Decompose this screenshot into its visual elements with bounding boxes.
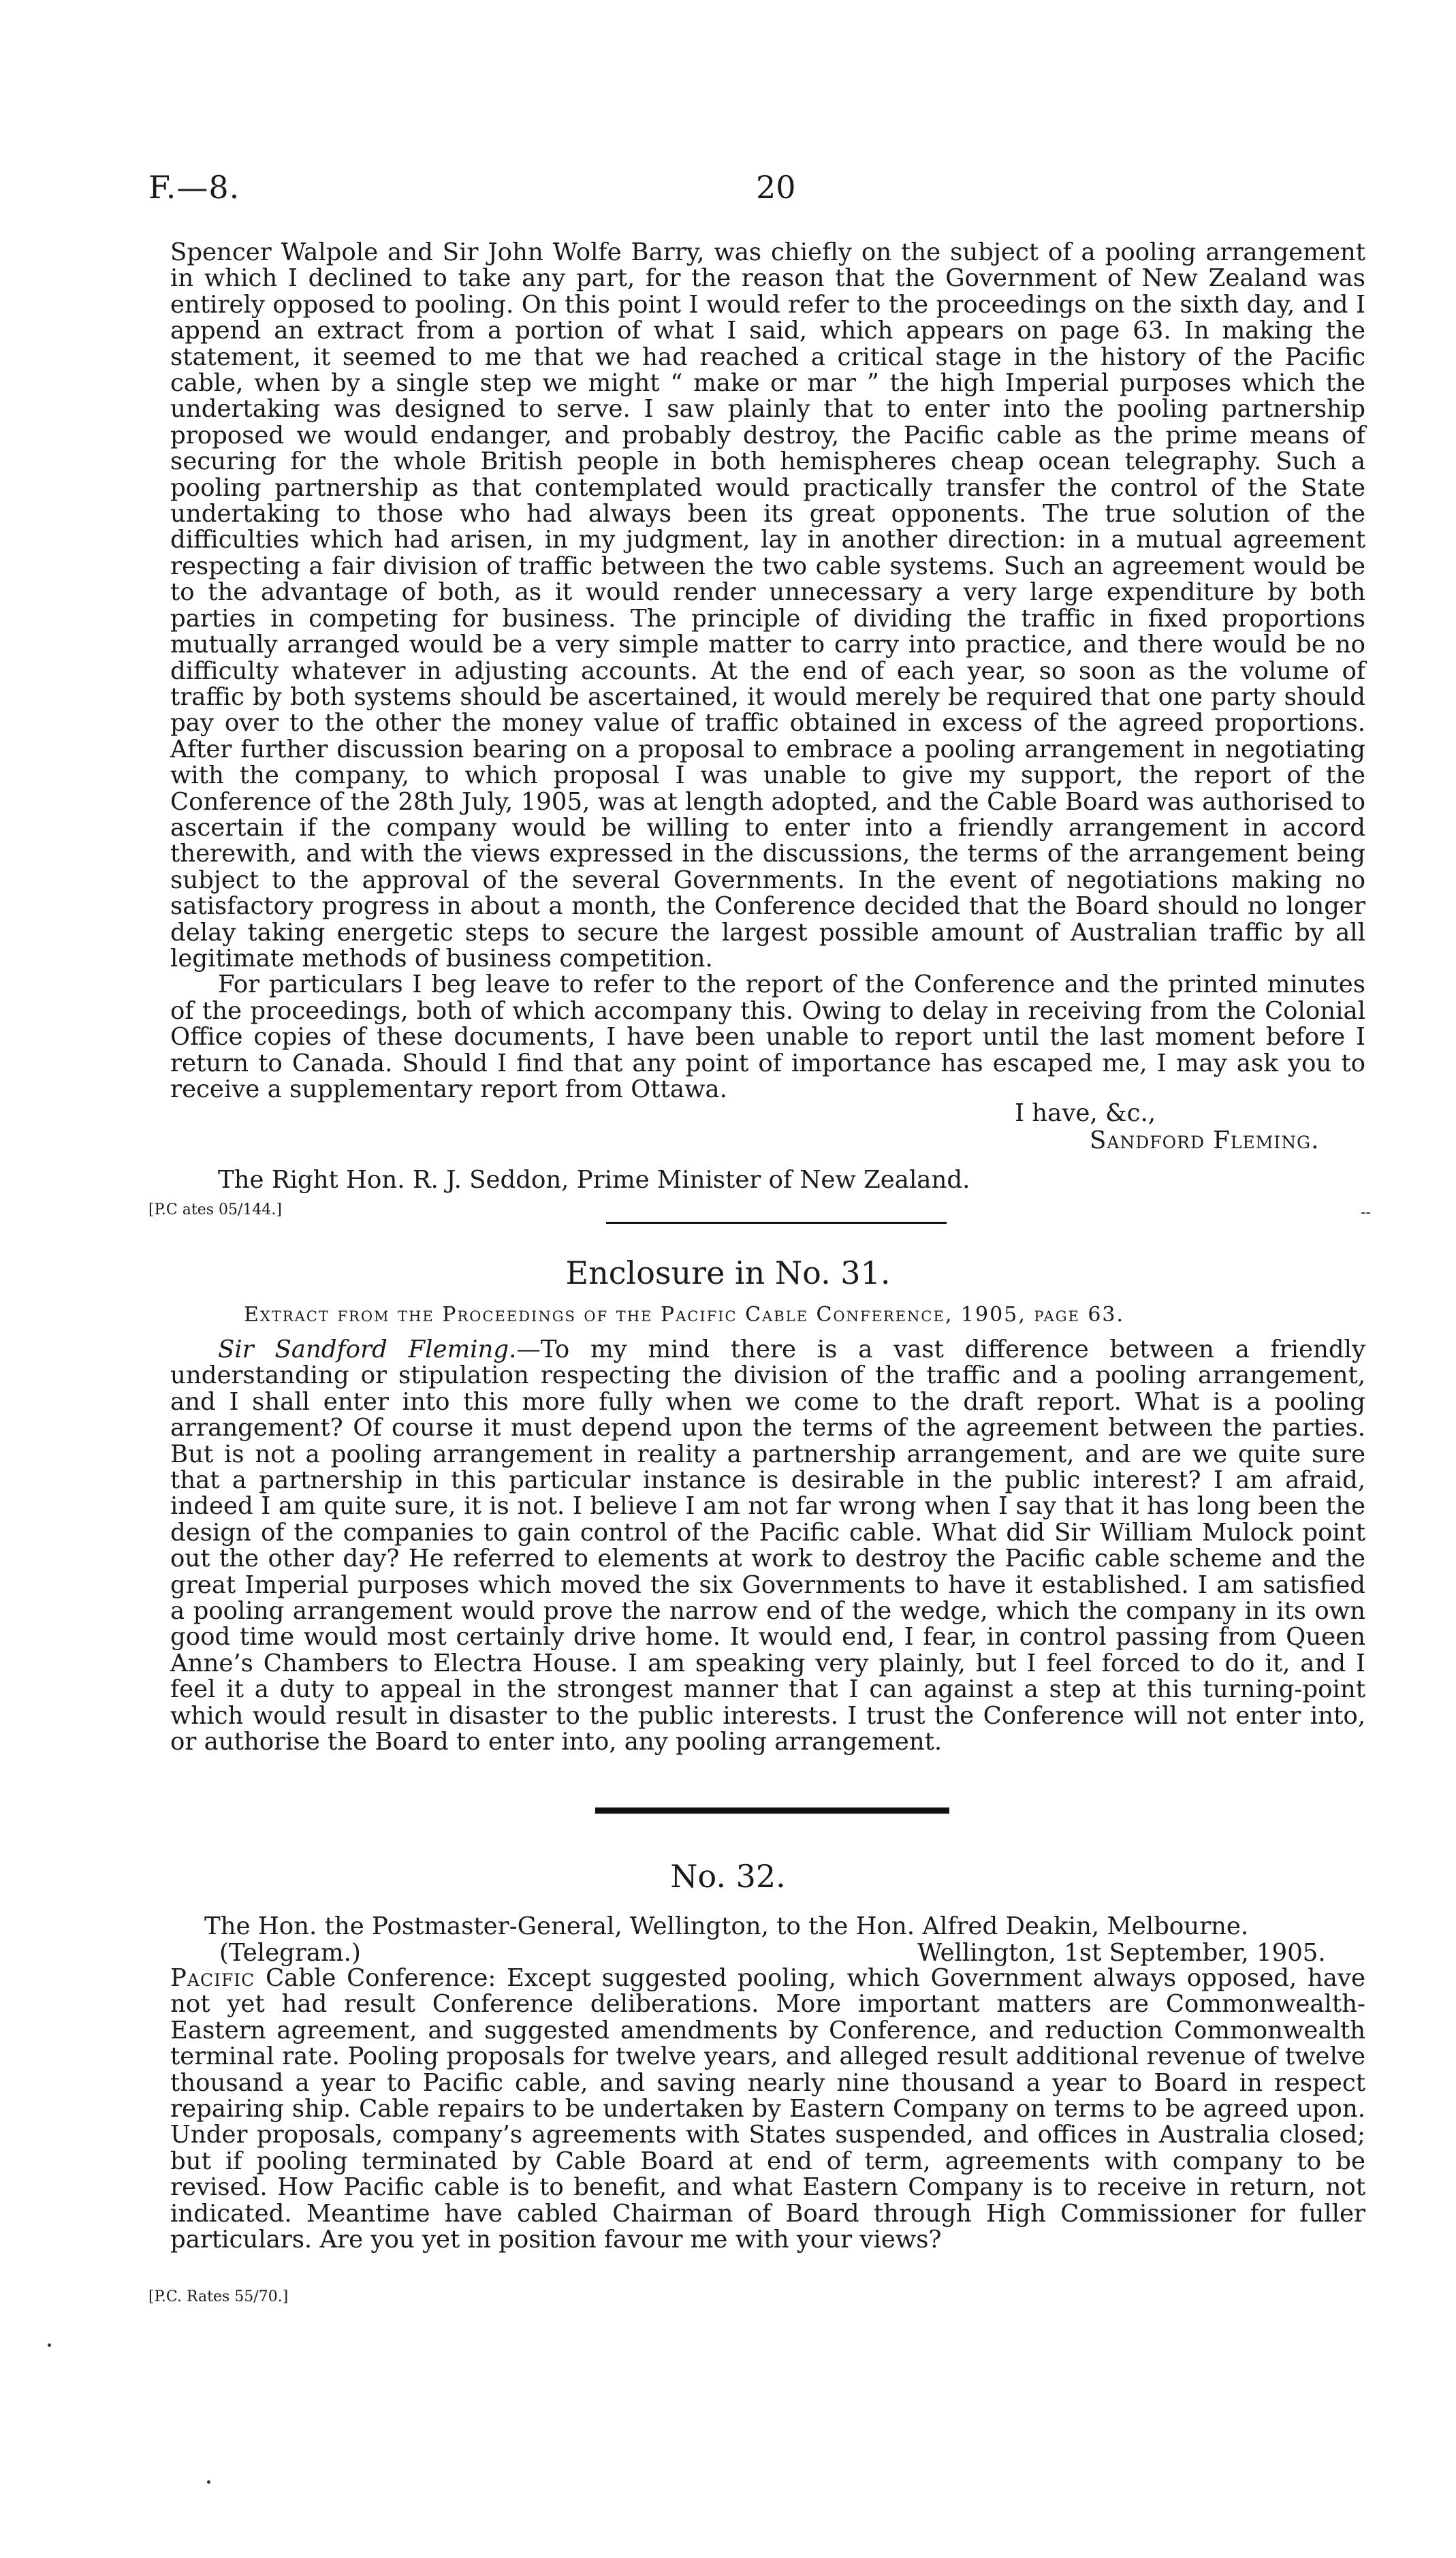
letter-paragraph-1: Spencer Walpole and Sir John Wolfe Barry, was chiefly on the subject of a pooling arrangement in which I declined to take any part, for the reason that the Government of New Zealand was entirely opposed to pooling. On this point I would refer to the proceedings on the sixth day, and I append an extract from a portion of what I said, which appears on page 63. In making the statement, it seemed to me that we had reached a critical stage in the history of the Pacific cable, when by a single step we might “ make or mar ” the high Imperial purposes which the undertaking was designed to serve. I saw plainly that to enter into the pooling partnership proposed we would endanger, and probably destroy, the Pacific cable as the prime means of securing for the whole British people in both hemispheres cheap ocean telegraphy. Such a pooling partnership as that contemplated would practically transfer the control of the State undertaking to those who had always been its great opponents. The true solution of the difficulties which had arisen, in my judgment, lay in another direction: in a mutual agreement respecting a fair division of traffic between the two cable systems. Such an agreement would be to the advantage of both, as it would render unnecessary a very large expenditure by both parties in competing for business. The principle of dividing the traffic in fixed proportions mutually arranged would be a very simple matter to carry into practice, and there would be no difficulty whatever in adjusting accounts. At the end of each year, so soon as the volume of traffic by both systems should be ascertained, it would merely be required that one party should pay over to the other the money value of traffic obtained in excess of the agreed proportions. After further discussion bearing on a proposal to embrace a pooling arrangement in negotiating with the company, to which proposal I was unable to give my support, the report of the Conference of the 28th July, 1905, was at length adopted, and the Cable Board was authorised to ascertain if the company would be willing to enter into a friendly arrangement in accord therewith, and with the views expressed in the discussions, the terms of the arrangement being subject to the approval of the several Governments. In the event of negotiations making no satisfactory progress in about a month, the Conference decided that the Board should no longer delay taking energetic steps to secure the largest possible amount of Australian traffic by all legitimate methods of business competition. bbox=[170, 238, 1365, 973]
margin-mark: -- bbox=[1361, 1204, 1371, 1221]
telegram-text: Cable Conference: Except suggested pooling, which Government always opposed, have not yet had result Conference deliberations. More important matters are Commonwealth-Eastern agreement, and suggested amendments by Conference, and reduction Commonwealth terminal rate. Pooling proposals for twelve years, and alleged result additional revenue of twelve thousand a year to Pacific cable, and saving nearly nine thousand a year to Board in respect repairing ship. Cable repairs to be undertaken by Eastern Company on terms to be agreed upon. Under proposals, company’s agreements with States suspended, and offices in Australia closed; but if pooling terminated by Cable Board at end of term, agreements with company to be revised. How Pacific cable is to benefit, and what Eastern Company is to receive in return, not indicated. Meantime have cabled Chairman of Board through High Commissioner for fuller particulars. Are you yet in position favour me with your views? bbox=[170, 1964, 1365, 2254]
scan-speck bbox=[207, 2480, 210, 2484]
telegram-date: Wellington, 1st September, 1905. bbox=[917, 1939, 1326, 1967]
letter-body bbox=[170, 240, 1365, 1103]
file-reference-1: [P.C ates 05/144.] bbox=[148, 1201, 282, 1218]
letter-paragraph-2: For particulars I beg leave to refer to the report of the Conference and the printed minutes of the proceedings, both of which accompany this. Owing to delay in receiving from the Colonial Office copies of these documents, I have been unable to report until the last moment before I return to Canada. Should I find that any point of importance has escaped me, I may ask you to receive a supplementary report from Ottawa. bbox=[170, 970, 1365, 1103]
file-reference-2: [P.C. Rates 55/70.] bbox=[148, 2288, 289, 2305]
section-divider-1 bbox=[606, 1222, 947, 1224]
section-divider-2 bbox=[595, 1807, 949, 1814]
scan-speck bbox=[48, 2343, 51, 2347]
enclosure-heading: Enclosure in No. 31. bbox=[565, 1254, 891, 1291]
enclosure-text: —To my mind there is a vast difference between a friendly understanding or stipulation respecting the division of the traffic and a pooling arrangement, and I shall enter into this more fully when we come to the draft report. What is a pooling arrangement? Of course it must depend upon the terms of the agreement between the parties. But is not a pooling arrangement in reality a partnership arrangement, and are we quite sure that a partnership in this particular instance is desirable in the public interest? I am afraid, indeed I am quite sure, it is not. I believe I am not far wrong when I say that it has long been the design of the companies to gain control of the Pacific cable. What did Sir William Mulock point out the other day? He referred to elements at work to destroy the Pacific cable scheme and the great Imperial purposes which moved the six Governments to have it established. I am satisfied a pooling arrangement would prove the narrow end of the wedge, which the company in its own good time would most certainly drive home. It would end, I fear, in control passing from Queen Anne’s Chambers to Electra House. I am speaking very plainly, but I feel forced to do it, and I feel it a duty to appeal in the strongest manner that I can against a step at this turning-point which would result in disaster to the public interests. I trust the Conference will not enter into, or authorise the Board to enter into, any pooling arrangement. bbox=[170, 1336, 1365, 1756]
document-reference: F.—8. bbox=[148, 169, 240, 206]
speaker-name: Sir Sandford Fleming. bbox=[218, 1336, 517, 1363]
telegram-lead-word: Pacific bbox=[170, 1964, 255, 1992]
enclosure-subtitle: Extract from the Proceedings of the Pacific Cable Conference, 1905, page 63. bbox=[244, 1303, 1125, 1327]
signature: Sandford Fleming. bbox=[1090, 1126, 1320, 1154]
telegram-from-line: The Hon. the Postmaster-General, Wellington, to the Hon. Alfred Deakin, Melbourne. bbox=[204, 1912, 1249, 1940]
closing-line: I have, &c., bbox=[1015, 1099, 1156, 1127]
telegram-label: (Telegram.) bbox=[219, 1939, 361, 1967]
page-number: 20 bbox=[756, 169, 796, 206]
telegram-body bbox=[170, 1965, 1365, 2253]
addressee: The Right Hon. R. J. Seddon, Prime Minister of New Zealand. bbox=[218, 1166, 970, 1194]
enclosure-body bbox=[170, 1337, 1365, 1756]
no32-heading: No. 32. bbox=[670, 1858, 786, 1895]
